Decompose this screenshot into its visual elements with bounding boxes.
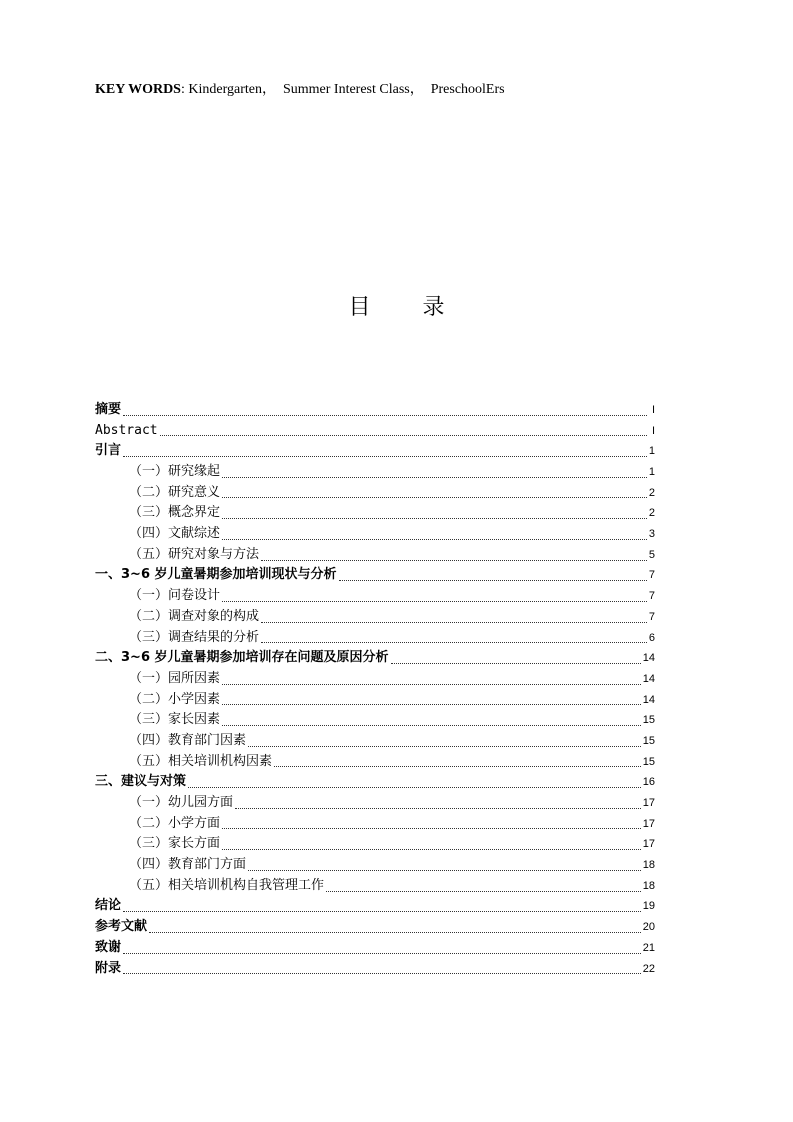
toc-entry-page: 2 (648, 486, 655, 499)
toc-leader-dots (149, 932, 641, 933)
toc-entry[interactable] (95, 855, 655, 876)
toc-leader-dots (235, 808, 641, 809)
toc-entry[interactable] (95, 628, 655, 649)
table-of-contents (95, 400, 655, 979)
toc-entry[interactable] (95, 586, 655, 607)
toc-entry[interactable] (95, 607, 655, 628)
toc-entry-label: 二、3~6 岁儿童暑期参加培训存在问题及原因分析 (95, 650, 389, 666)
keywords-label: KEY WORDS (95, 82, 181, 97)
toc-title-left: 目 (348, 295, 371, 320)
toc-entry-label: （五）研究对象与方法 (129, 546, 260, 562)
toc-leader-dots (326, 891, 641, 892)
toc-entry[interactable] (95, 959, 655, 980)
toc-entry-label: 参考文献 (95, 919, 148, 935)
toc-entry-page: I (651, 424, 655, 437)
toc-entry-page: 22 (642, 962, 655, 975)
toc-entry-page: 7 (648, 610, 655, 623)
toc-entry-label: 引言 (95, 443, 122, 459)
toc-entry-page: 15 (642, 714, 655, 727)
toc-entry[interactable] (95, 834, 655, 855)
toc-entry-page: 17 (642, 817, 655, 830)
toc-entry-page: 1 (648, 445, 655, 458)
toc-entry-label: （一）问卷设计 (129, 588, 221, 604)
toc-leader-dots (248, 870, 641, 871)
toc-entry[interactable] (95, 772, 655, 793)
toc-leader-dots (222, 518, 647, 519)
toc-entry[interactable] (95, 938, 655, 959)
toc-leader-dots (391, 663, 641, 664)
toc-leader-dots (222, 684, 641, 685)
toc-entry-label: （一）幼儿园方面 (129, 795, 234, 811)
toc-entry-page: 7 (648, 569, 655, 582)
toc-entry-page: 20 (642, 921, 655, 934)
toc-entry-page: 3 (648, 528, 655, 541)
toc-entry-page: 17 (642, 797, 655, 810)
toc-entry-label: 摘要 (95, 401, 122, 417)
toc-leader-dots (222, 497, 647, 498)
toc-entry[interactable] (95, 876, 655, 897)
toc-leader-dots (123, 415, 647, 416)
toc-entry[interactable] (95, 669, 655, 690)
toc-entry-label: （三）家长方面 (129, 836, 221, 852)
toc-leader-dots (222, 539, 647, 540)
toc-entry-label: （五）相关培训机构自我管理工作 (129, 877, 325, 893)
toc-leader-dots (222, 477, 647, 478)
toc-entry[interactable] (95, 400, 655, 421)
toc-leader-dots (248, 746, 641, 747)
toc-leader-dots (261, 622, 647, 623)
toc-entry-label: Abstract (95, 422, 158, 438)
toc-entry-label: （四）教育部门方面 (129, 857, 247, 873)
toc-entry-page: 15 (642, 734, 655, 747)
toc-entry-label: （五）相关培训机构因素 (129, 753, 273, 769)
toc-entry-label: 结论 (95, 898, 122, 914)
toc-entry-page: I (651, 403, 655, 416)
toc-entry-page: 18 (642, 879, 655, 892)
toc-entry-page: 18 (642, 859, 655, 872)
toc-entry[interactable] (95, 793, 655, 814)
toc-leader-dots (339, 580, 647, 581)
toc-title (0, 290, 793, 321)
toc-entry[interactable] (95, 897, 655, 918)
toc-entry-label: 一、3~6 岁儿童暑期参加培训现状与分析 (95, 567, 337, 583)
toc-entry-page: 19 (642, 900, 655, 913)
toc-entry-label: （四）文献综述 (129, 526, 221, 542)
toc-entry-page: 2 (648, 507, 655, 520)
toc-entry-label: （二）调查对象的构成 (129, 608, 260, 624)
toc-leader-dots (222, 704, 641, 705)
toc-entry[interactable] (95, 752, 655, 773)
toc-entry-label: （三）概念界定 (129, 505, 221, 521)
toc-entry[interactable] (95, 648, 655, 669)
toc-entry[interactable] (95, 462, 655, 483)
toc-entry-page: 16 (642, 776, 655, 789)
toc-entry[interactable] (95, 524, 655, 545)
toc-entry-page: 14 (642, 672, 655, 685)
toc-entry-label: （一）研究缘起 (129, 464, 221, 480)
toc-entry-label: 致谢 (95, 939, 122, 955)
toc-entry[interactable] (95, 814, 655, 835)
keywords-line (95, 78, 505, 98)
toc-leader-dots (188, 787, 641, 788)
toc-entry-label: （三）调查结果的分析 (129, 629, 260, 645)
toc-entry[interactable] (95, 483, 655, 504)
toc-entry-page: 1 (648, 466, 655, 479)
toc-entry[interactable] (95, 690, 655, 711)
toc-entry-label: （一）园所因素 (129, 670, 221, 686)
toc-leader-dots (222, 828, 641, 829)
toc-leader-dots (261, 642, 647, 643)
toc-entry[interactable] (95, 917, 655, 938)
toc-entry[interactable] (95, 545, 655, 566)
toc-entry-page: 17 (642, 838, 655, 851)
toc-entry-label: 附录 (95, 960, 122, 976)
toc-title-right: 录 (422, 295, 445, 320)
toc-entry[interactable] (95, 503, 655, 524)
toc-entry-label: 三、建议与对策 (95, 774, 187, 790)
toc-leader-dots (222, 725, 641, 726)
toc-entry-page: 14 (642, 693, 655, 706)
toc-entry-label: （二）小学方面 (129, 815, 221, 831)
toc-entry-label: （二）小学因素 (129, 691, 221, 707)
toc-entry-page: 15 (642, 755, 655, 768)
toc-entry-label: （四）教育部门因素 (129, 732, 247, 748)
toc-entry-page: 21 (642, 941, 655, 954)
toc-leader-dots (123, 953, 641, 954)
toc-entry[interactable] (95, 710, 655, 731)
toc-entry-page: 14 (642, 652, 655, 665)
toc-entry-page: 7 (648, 590, 655, 603)
toc-leader-dots (123, 973, 641, 974)
toc-entry[interactable] (95, 421, 655, 442)
toc-entry[interactable] (95, 566, 655, 587)
toc-entry[interactable] (95, 441, 655, 462)
keywords-text: : Kindergarten， Summer Interest Class， PreschoolErs (180, 82, 505, 97)
toc-entry[interactable] (95, 731, 655, 752)
toc-entry-label: （二）研究意义 (129, 484, 221, 500)
toc-leader-dots (123, 911, 641, 912)
toc-leader-dots (160, 435, 647, 436)
toc-leader-dots (123, 456, 647, 457)
toc-leader-dots (222, 849, 641, 850)
toc-entry-page: 6 (648, 631, 655, 644)
toc-entry-page: 5 (648, 548, 655, 561)
toc-leader-dots (261, 560, 647, 561)
toc-leader-dots (222, 601, 647, 602)
toc-leader-dots (274, 766, 641, 767)
toc-entry-label: （三）家长因素 (129, 712, 221, 728)
